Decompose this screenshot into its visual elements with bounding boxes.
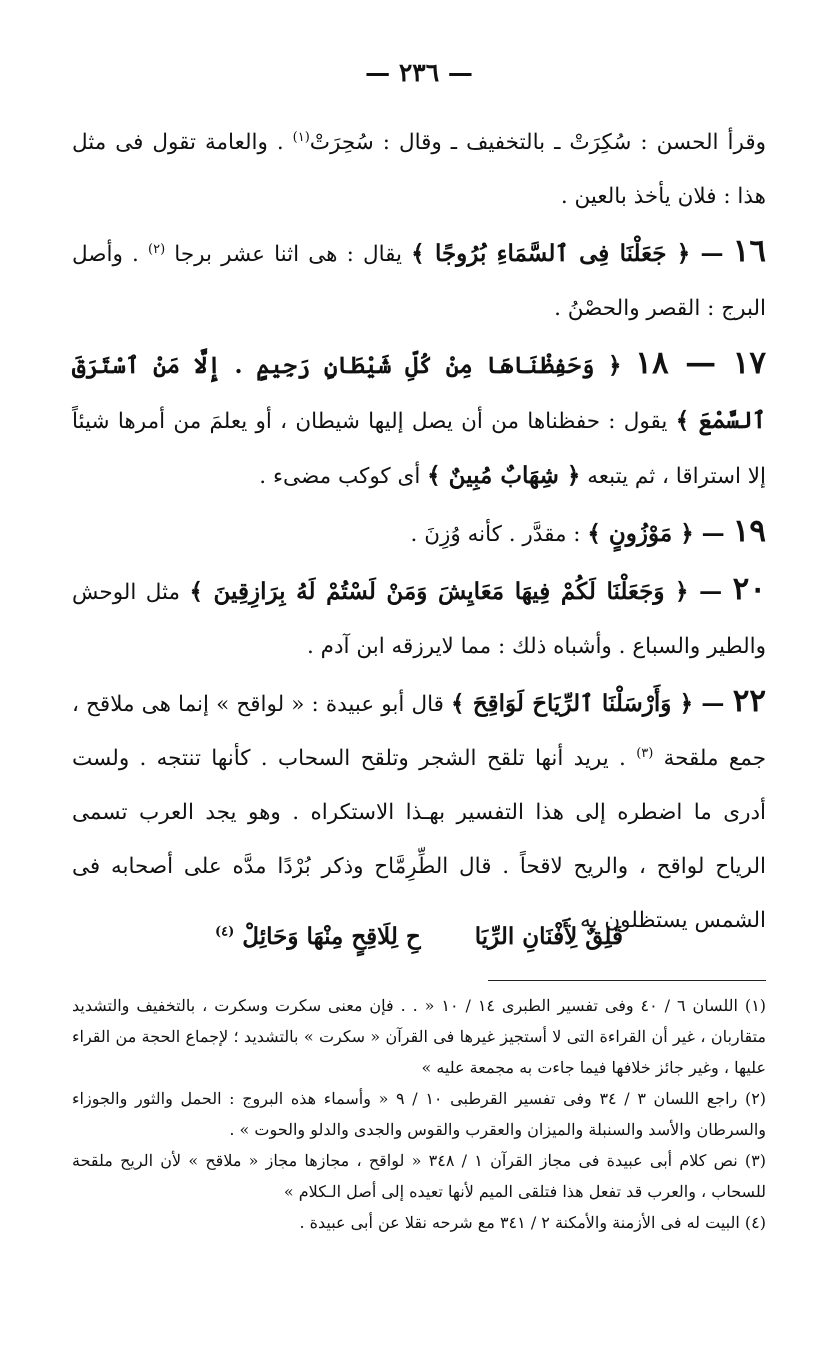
paragraph-verse-20: [72, 562, 766, 674]
poem-second-hemistich-wrap: [215, 923, 421, 950]
poem-second-hemistich: حِ لِلَاقِحٍ مِنْهَا وَحَائِلْ: [242, 923, 421, 950]
verse-19-text: : مقدَّر . كأنه وُزِنَ .: [410, 522, 588, 547]
footnote-1: (١) اللسان ٦ / ٤٠ وفى تفسير الطبرى ١٤ / ١٠ « . . فإن معنى سكرت وسكرت ، بالتخفيف والتشديد متقاربان ، غير أن القراءة التى لا أستجيز غيرها فى القرآن « سكرت » بالتشديد ؛ لإجماع الحجة من القراء عليها ، وغير جائز خلافها فيما جاءت به مجمعة عليه »: [72, 996, 767, 1077]
quran-quote-17b: ﴿ شِهَابٌ مُبِينٌ ﴾: [427, 462, 581, 489]
quran-quote-22: — ﴿ وَأَرْسَلْنَا ٱلرِّيَاحَ لَوَاقِحَ ﴾: [451, 690, 733, 717]
verse-number-16: ١٦: [732, 233, 766, 269]
footnote-divider: [488, 980, 766, 981]
quran-quote-19: — ﴿ مَوْزُونٍ ﴾: [587, 520, 733, 547]
footnote-2: (٢) راجع اللسان ٣ / ٣٤ وفى تفسير القرطبى ١٠ / ٩ « وأسماء هذه البروج : الحمل والثور والجوزاء والسرطان والأسد والسنبلة والميزان والعقرب والقوس والجدى والدلو والحوت » .: [72, 1089, 767, 1139]
footnotes: [72, 990, 766, 1238]
quran-quote-16: — ﴿ جَعَلْنَا فِى ٱلسَّمَاءِ بُرُوجًا ﴾: [411, 240, 724, 267]
quran-quote-20: — ﴿ وَجَعَلْنَا لَكُمْ فِيهَا مَعَايِشَ وَمَنْ لَسْتُمْ لَهُ بِرَازِقِينَ ﴾: [189, 578, 733, 605]
paragraph-verse-22: [72, 674, 766, 948]
verse-17-tail: أى كوكب مضىء .: [259, 464, 428, 489]
verse-16-tail: . وأصل البرج : القصر والحصْنُ .: [72, 242, 766, 321]
poem-first-hemistich: قَلِقٌ لِأَفْنَانِ الرِّيَا: [474, 923, 624, 950]
page-number: — ٢٣٦ —: [365, 58, 473, 87]
verse-16-text: يقال : هى اثنا عشر برجا: [174, 242, 412, 267]
quran-quote-17: ﴿ وَحَفِظْنَاهَا مِنْ كُلِّ شَيْطَانٍ رَجِيمٍ . إِلَّا مَنْ ٱسْتَرَقَ ٱلسَّمْعَ ﴾: [72, 352, 766, 434]
poem-verse: [72, 923, 766, 950]
verse-number-19: ١٩: [732, 513, 766, 549]
paragraph-verse-19: [72, 504, 766, 562]
intro-text: وقرأ الحسن : سُكِرَتْ ـ بالتخفيف ـ وقال : سُحِرَتْ: [309, 130, 766, 155]
intro-tail: . والعامة تقول فى مثل هذا : فلان يأخذ بالعين .: [72, 130, 766, 209]
verse-number-20: ٢٠: [732, 571, 766, 607]
footnote-3: (٣) نص كلام أبى عبيدة فى مجاز القرآن ١ / ٣٤٨ « لواقح ، مجازها مجاز « ملاقح » لأن الريح ملقحة للسحاب ، والعرب قد تفعل هذا فتلقى الميم لأنها تعيده إلى أصل الـكلام »: [72, 1151, 766, 1201]
footnote-ref-3: (٣): [636, 745, 654, 761]
verse-22-text: قال أبو عبيدة : « لواقح » إنما هى ملاقح ، جمع ملقحة: [72, 692, 766, 771]
verse-17-text: يقول : حفظناها من أن يصل إليها شيطان ، أو يعلمَ من أمرها شيئاً إلا استراقا ، ثم يتبعه: [72, 409, 766, 489]
main-text: [72, 116, 766, 948]
verse-22-tail: . يريد أنها تلقح الشجر وتلقح السحاب . كأنها تنتجه . ولست أدرى ما اضطره إلى هذا التفسير بهـذا الاستكراه . وهو يجد العرب تسمى الرياح لواقح ، والريح لاقحاً . قال الطِّرِمَّاح وذكر بُرْدًا مدَّه على أصحابه فى الشمس يستظلون به :: [72, 746, 766, 933]
verse-number-22: ٢٢: [732, 683, 766, 719]
paragraph-verse-16: [72, 224, 766, 336]
paragraph-intro: [72, 116, 766, 224]
footnote-ref-2: (٢): [148, 241, 166, 257]
paragraph-verse-17-18: [72, 336, 766, 504]
footnote-ref-1: (١): [292, 129, 310, 145]
verse-number-17-18: ١٧ — ١٨: [635, 345, 766, 381]
footnote-4: (٤) البيت له فى الأزمنة والأمكنة ٢ / ٣٤١ مع شرحه نقلا عن أبى عبيدة .: [299, 1213, 766, 1232]
footnote-ref-4: (٤): [214, 924, 235, 940]
verse-20-text: مثل الوحش والطير والسباع . وأشباه ذلك : مما لايرزقه ابن آدم .: [72, 580, 766, 659]
